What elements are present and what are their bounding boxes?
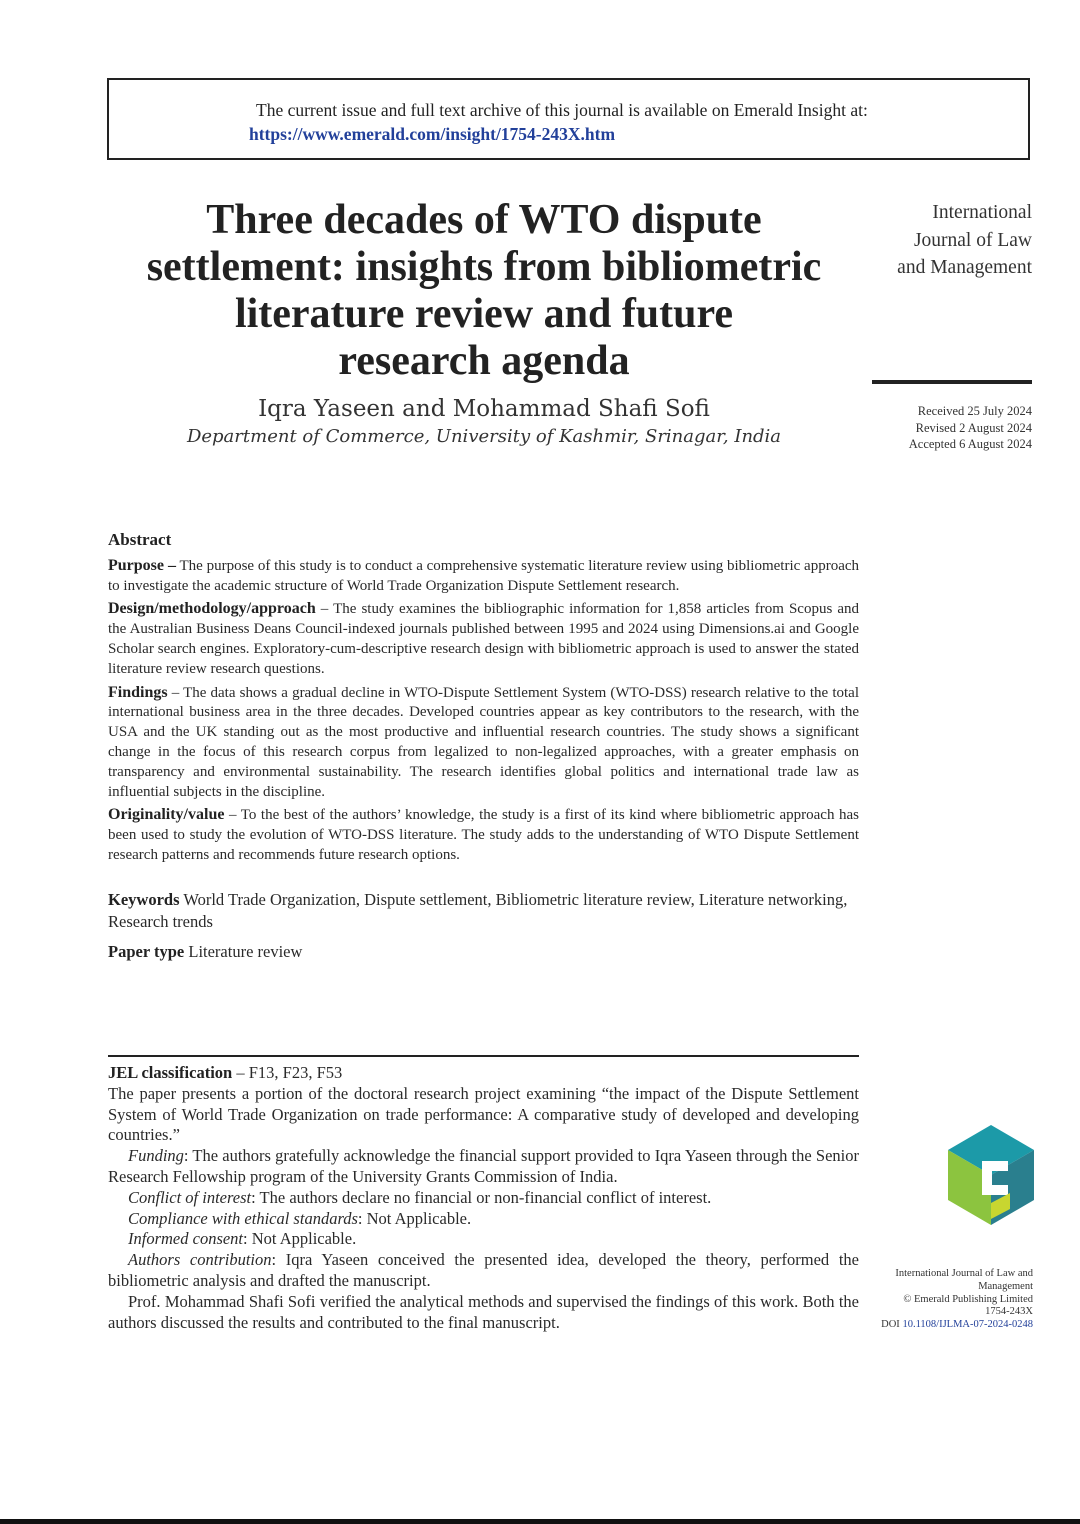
doi-link[interactable]: 10.1108/IJLMA-07-2024-0248 xyxy=(902,1319,1033,1331)
publisher-info xyxy=(881,1268,1033,1332)
compliance-text: : Not Applicable. xyxy=(357,1208,472,1228)
publisher-journal-line: Management xyxy=(978,1280,1033,1292)
jel-classification xyxy=(108,1063,859,1084)
paper-title xyxy=(108,197,860,385)
paper-type xyxy=(108,942,302,962)
title-line: research agenda xyxy=(338,338,630,384)
footnote-divider xyxy=(108,1055,859,1057)
paper-type-text: Literature review xyxy=(184,942,303,961)
title-line: literature review and future xyxy=(234,291,734,337)
journal-name-line: Journal of Law xyxy=(913,229,1032,251)
emerald-logo-icon xyxy=(946,1123,1036,1227)
journal-name-line: International xyxy=(932,202,1032,223)
abstract-findings xyxy=(108,683,859,803)
purpose-label: Purpose – xyxy=(108,556,177,574)
paper-type-label: Paper type xyxy=(108,942,185,961)
funding-label: Funding xyxy=(128,1146,184,1166)
jel-codes: – F13, F23, F53 xyxy=(232,1063,343,1082)
accepted-date: Accepted 6 August 2024 xyxy=(908,437,1032,451)
originality-text: – To the best of the authors’ knowledge, the study is a first of its kind where bibliometric approach has been used to study the evolution of WTO-DSS literature. The study adds to the understanding of WTO Dispute Settlement research patterns and recommends future research options. xyxy=(108,807,859,863)
keywords-label: Keywords xyxy=(108,890,180,909)
revised-date: Revised 2 August 2024 xyxy=(915,420,1032,435)
findings-label: Findings xyxy=(108,683,168,701)
consent-text: : Not Applicable. xyxy=(243,1229,357,1249)
design-text: – The study examines the bibliographic information for 1,858 articles from Scopus and the Australian Business Deans Council-indexed journals published between 1995 and 2024 using Dimensions.ai and Google Scholar search engines. Exploratory-cum-descriptive research design with bibliometric approach is used to answer the stated literature review research questions. xyxy=(108,601,859,677)
received-date: Received 25 July 2024 xyxy=(917,404,1032,418)
conflict-label: Conflict of interest xyxy=(128,1187,252,1207)
conflict-text: : The authors declare no financial or non-financial conflict of interest. xyxy=(251,1187,712,1207)
abstract-section xyxy=(108,530,859,869)
jel-label: JEL classification xyxy=(108,1063,233,1082)
abstract-originality xyxy=(108,805,859,865)
publisher-issn: 1754-243X xyxy=(985,1306,1033,1318)
doi-label: DOI xyxy=(881,1319,900,1331)
publisher-journal-line: International Journal of Law and xyxy=(895,1268,1033,1279)
banner-text: The current issue and full text archive of this journal is available on Emerald Insight at: xyxy=(256,100,868,120)
contribution-text: : Iqra Yaseen conceived the presented idea, developed the theory, performed the bibliometric analysis and drafted the manuscript. xyxy=(108,1250,859,1290)
doi-line xyxy=(881,1319,1033,1332)
author-names: Iqra Yaseen and Mohammad Shafi Sofi xyxy=(258,396,710,422)
keywords xyxy=(108,889,859,933)
funding-text: : The authors gratefully acknowledge the financial support provided to Iqra Yaseen through the Senior Research Fellowship program of the University Grants Commission of India. xyxy=(108,1146,859,1186)
submission-dates xyxy=(909,403,1032,453)
banner-url-link[interactable]: https://www.emerald.com/insight/1754-243X.htm xyxy=(249,124,616,144)
author-affiliation: Department of Commerce, University of Kashmir, Srinagar, India xyxy=(186,426,782,447)
contribution-label: Authors contribution xyxy=(128,1250,272,1270)
purpose-text: The purpose of this study is to conduct a comprehensive systematic literature review using bibliometric approach to investigate the academic structure of World Trade Organization Dispute Settlement research. xyxy=(108,557,860,594)
compliance-label: Compliance with ethical standards xyxy=(128,1208,358,1228)
journal-divider xyxy=(872,380,1032,384)
consent-label: Informed consent xyxy=(128,1229,244,1249)
page-bottom-edge xyxy=(0,1519,1080,1524)
compliance-note xyxy=(108,1209,859,1230)
originality-label: Originality/value xyxy=(108,806,225,824)
findings-text: – The data shows a gradual decline in WTO-Dispute Settlement System (WTO-DSS) research relative to the total international business area in the three decades. Developed countries appear as key contributors to the research, with the USA and the UK standing out as the most productive and influential research countries. The study shows a significant change in the focus of this research corpus from legalized to non-legalized approaches, with a greater emphasis on transparency and environmental sustainability. The research identifies global politics and international trade law as influential subjects in the discipline. xyxy=(108,684,859,800)
title-line: Three decades of WTO dispute xyxy=(206,197,762,243)
contribution-note xyxy=(108,1250,859,1292)
project-note: The paper presents a portion of the doctoral research project examining “the impact of the Dispute Settlement System of World Trade Organization on trade performance: A comparative study of developed and developing countries.” xyxy=(108,1083,859,1145)
journal-name xyxy=(897,199,1032,282)
publisher-copyright: © Emerald Publishing Limited xyxy=(903,1293,1033,1305)
title-line: settlement: insights from bibliometric xyxy=(146,244,822,290)
emerald-access-banner xyxy=(107,78,1030,160)
design-label: Design/methodology/approach xyxy=(108,600,316,618)
abstract-purpose xyxy=(108,556,859,597)
footnote-section xyxy=(108,1063,859,1333)
abstract-design xyxy=(108,599,859,679)
journal-name-line: and Management xyxy=(897,257,1032,278)
funding-note xyxy=(108,1146,859,1188)
conflict-note xyxy=(108,1188,859,1209)
supervision-note: Prof. Mohammad Shafi Sofi verified the analytical methods and supervised the findings of this work. Both the authors discussed the results and contributed to the final manuscript. xyxy=(108,1291,859,1332)
consent-note xyxy=(108,1229,859,1250)
abstract-heading: Abstract xyxy=(108,530,172,549)
keywords-text: World Trade Organization, Dispute settlement, Bibliometric literature review, Literature networking, Research trends xyxy=(108,890,848,931)
